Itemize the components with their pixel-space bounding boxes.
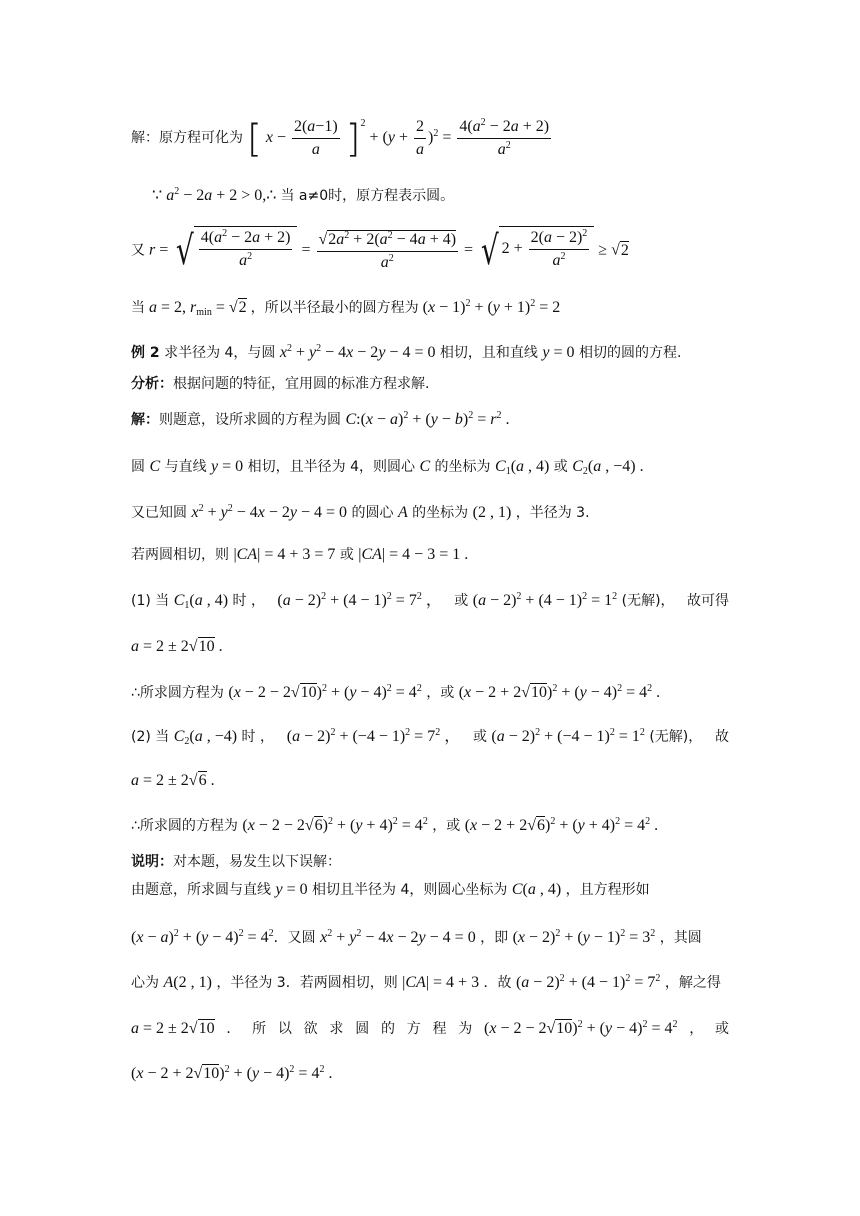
note-line-3: 心为 A(2 , 1) ，半径为 3．若两圆相切，则 |CA| = 4 + 3 ．故 $(a - 2)^2 + (4 - 1)^2 = 7^2$ ，解之得 [131, 973, 721, 991]
case-1-equations: ∴所求圆方程为 $(x - 2 - 2√10)^2 + (y - 4)^2 = 4^2$ ，或 $(x - 2 + 2√10)^2 + (y - 4)^2 = 4^2$ . [131, 683, 661, 701]
sqrt: √ $\frac{4(a^2 - 2a + 2)}{a^2}$ [172, 226, 297, 276]
note-line-4: a = 2 ± 2√10 ． 所 以 欲 求 圆 的 方 程 为 $(x - 2 - 2√10)^2 + (y - 4)^2 = 4^2$ ， 或 [131, 1019, 729, 1037]
analysis-text: 根据问题的特征，宜用圆的标准方程求解. [173, 376, 430, 392]
analysis-line [131, 374, 429, 394]
fraction: $\frac{2(a-1)}{a}$ [293, 118, 338, 158]
solution-2-step-1: 圆 C 与直线 y = 0 相切，且半径为 4，则圆心 C 的坐标为 $C_1(a$ , 4) 或 $C_2(a$ , −4) . [131, 458, 644, 477]
fraction: $\frac{4(a^2 - 2a + 2)}{a^2}$ [459, 117, 550, 158]
analysis-label: 分析： [131, 376, 173, 392]
note-line [131, 852, 341, 872]
case-2-line: (2) 当 $C_2(a$ , −4) 时 ， $(a - 2)^2 + (-4 - 1)^2 = 7^2$ ， 或 $(a - 2)^2 + (-4 - 1)^2 = 1^2$ (无解)， 故 [131, 727, 729, 747]
solution-line-2: ∵ $a^2 - 2a + 2$ > 0,∴ 当 a≠0时，原方程表示圆。 [152, 186, 455, 204]
note-text: 对本题，易发生以下误解： [173, 854, 341, 870]
left-bracket: [ [247, 116, 262, 161]
note-line-5: $(x - 2 + 2√10)^2 + (y - 4)^2 = 4^2$ . [131, 1064, 333, 1082]
right-bracket: ] [345, 116, 361, 161]
solution-line-1: 解：原方程可化为 [ x − $\frac{2(a-1)}{a}$ ]$^2$ + (y + $\frac{2}{a}$ )$^2$ = $\frac{4(a^2 - 2a + 2)}{a^2}$ [131, 116, 550, 161]
solution-2-line: 解：则题意，设所求圆的方程为圆 C:(x − $a)^2 + (y - b)^2 = r^2$ . [131, 410, 510, 428]
case-1-result: a = 2 ± 2√10 . [131, 638, 223, 655]
note-line-1: 由题意，所求圆与直线 y = 0 相切且半径为 4，则圆心坐标为 C(a , 4) ，且方程形如 [131, 881, 650, 898]
note-label: 说明： [131, 854, 173, 870]
case-2-equations: ∴所求圆的方程为 $(x - 2 - 2√6)^2 + (y + 4)^2 = 4^2$ ，或 $(x - 2 + 2√6)^2 + (y + 4)^2 = 4^2$ . [131, 816, 659, 834]
example-label: 例 2 [131, 345, 160, 361]
fraction: $\frac{√2a^2 + 2(a^2 - 4a + 4)}{a^2}$ [318, 229, 457, 271]
sqrt: √ 2 + $\frac{2(a - 2)^2}{a^2}$ [477, 226, 594, 276]
solution-2-step-3: 若两圆相切，则 |CA| = 4 + 3 = 7 或 |CA| = 4 − 3 = 1 . [131, 546, 469, 563]
solution-line-4: 当 a = 2, $r_{min} = √2$ ，所以半径最小的圆方程为 $(x - 1)^2 + (y + 1)^2 = 2$ [131, 298, 561, 318]
solution-2-step-2: 又已知圆 $x^2 + y^2 - 4x - 2y - 4 = 0$ 的圆心 A 的坐标为 (2 , 1) ，半径为 3. [131, 503, 590, 521]
example-2-heading: 例 2 求半径为 4，与圆 $x^2 + y^2 - 4x - 2y - 4 = 0$ 相切，且和直线 y = 0 相切的圆的方程. [131, 343, 682, 361]
case-2-result: a = 2 ± 2√6 . [131, 772, 215, 789]
case-1-line: (1) 当 $C_1(a$ , 4) 时 ， $(a - 2)^2 + (4 - 1)^2 = 7^2$ ， 或 $(a - 2)^2 + (4 - 1)^2 = 1^2$ (无解)， 故可得 [131, 591, 729, 611]
math-term: x [265, 129, 273, 147]
solution-label: 解： [131, 412, 159, 428]
solution-lead: 解：原方程可化为 [131, 130, 243, 147]
solution-line-3: 又 r = √ $\frac{4(a^2 - 2a + 2)}{a^2}$ = $\frac{√2a^2 + 2(a^2 - 4a + 4)}{a^2}$ = √ 2 + $\frac{2(a - 2)^2}{a^2}$ ≥ √2 [131, 228, 629, 274]
note-line-2: $(x - a)^2 + (y - 4)^2 = 4^2$．又圆 $x^2 + y^2 - 4x - 2y - 4 = 0$ ，即 $(x - 2)^2 + (y - 1)^2 = 3^2$ ，其圆 [131, 928, 702, 946]
solution-lead: 又 [131, 242, 145, 259]
fraction: $\frac{2}{a}$ [415, 118, 424, 158]
